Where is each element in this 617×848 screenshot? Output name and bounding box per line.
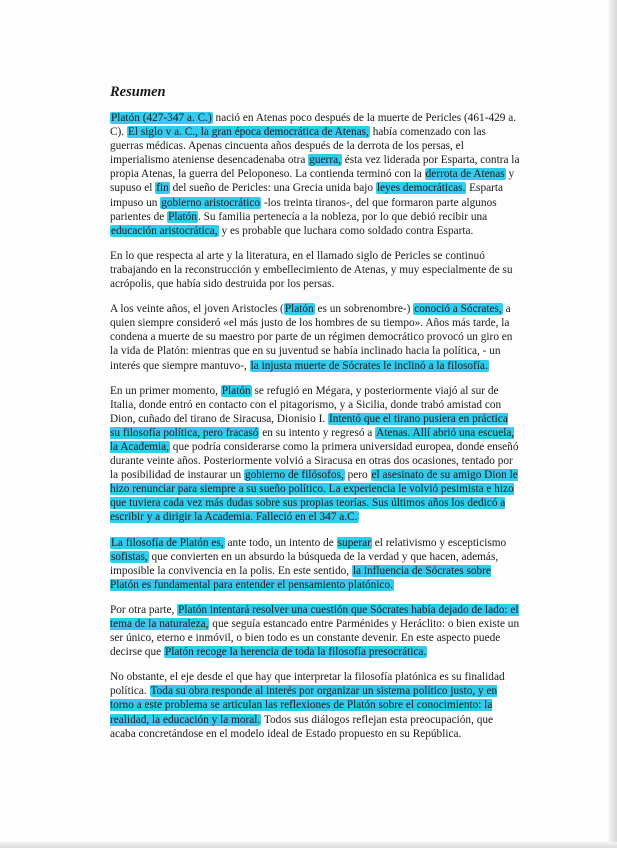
text-segment: que convierten en un absurdo la búsqueda de la verdad y que hacen, además, imposible la convivencia en la polis. En este sentido,: [110, 550, 499, 577]
highlighted-text: superar: [337, 536, 371, 549]
text-segment: En un primer momento,: [110, 384, 221, 397]
highlighted-text: fin: [156, 182, 169, 195]
text-segment: Por otra parte,: [110, 603, 178, 616]
text-segment: el relativismo y escepticismo: [371, 536, 507, 549]
highlighted-text: el asesinato de su amigo Dion le hizo renunciar para siempre a su sueño político. La experiencia le volvió pesimista e hizo que tuviera cada vez más dudas sobre sus propias teorías. Sus últimos años los dedicó a escribir y a dirigir la Academia. Falleció en el 347 a.C.: [110, 469, 518, 524]
text-segment: No obstante, el eje desde el que hay que interpretar la filosofía platónica es su finalidad política.: [110, 671, 505, 698]
paragraph: [110, 603, 520, 659]
highlighted-text: Platón recoge la herencia de toda la filosofía presocrática.: [164, 646, 427, 659]
highlighted-text: Atenas. Allí abrió una escuela, la Academia,: [110, 426, 515, 453]
text-segment: que seguía estancado entre Parménides y Heráclito: o bien existe un ser único, eterno e inmóvil, o bien todo es un constante devenir. En este aspecto puede decirse que: [110, 618, 520, 659]
page-bottom-shadow: [0, 842, 617, 848]
text-segment: se refugió en Mégara, y posteriormente viajó al sur de Italia, donde entró en contacto con el pitagorismo, y a Sicilia, donde trabó amistad con Dion, cuñado del tirano de Siracusa, Dionisio I.: [110, 384, 502, 425]
text-segment: y supuso el: [110, 168, 515, 195]
text-segment: En lo que respecta al arte y la literatura, en el llamado siglo de Pericles se continuó trabajando en la reconstrucción y embellecimiento de Atenas, y muy especialmente de su acrópolis, que había sido destruida por los persas.: [110, 249, 513, 291]
text-segment: a quien siempre consideró «el más justo de los hombres de su tiempo». Años más tarde, la condena a muerte de su maestro por parte de un régimen democrático provocó un giro en la vida de Platón: mientras que en su juventud se había inclinado hacia la política, - un interés que siempre mantuvo-,: [110, 303, 513, 372]
text-segment: ésta vez liderada por Esparta, contra la propia Atenas, la guerra del Peloponeso. La contienda terminó con la: [110, 154, 520, 181]
highlighted-text: conoció a Sócrates,: [414, 303, 502, 316]
paragraph: [110, 249, 520, 291]
highlighted-text: Platón: [284, 303, 314, 316]
document-body: [110, 84, 520, 752]
text-segment: A los veinte años, el joven Aristocles (: [110, 303, 284, 316]
text-segment: Esparta impuso un: [110, 182, 504, 209]
text-segment: es un sobrenombre-): [314, 303, 414, 316]
paragraph: [110, 302, 520, 372]
highlighted-text: El siglo v a. C., la gran época democrática de Atenas,: [127, 126, 369, 139]
text-segment: del sueño de Pericles: una Grecia unida bajo: [169, 182, 376, 195]
text-segment: y es probable que luchara como soldado contra Esparta.: [218, 224, 474, 237]
text-segment: había comenzado con las guerras médicas. Apenas cincuenta años después de la derrota de los persas, el imperialismo ateniense desencadenaba otra: [110, 126, 486, 167]
highlighted-text: Platón intentará resolver una cuestión que Sócrates había dejado de lado: el tema de la naturaleza,: [110, 603, 519, 630]
highlighted-text: Intentó que el tirano pusiera en práctica su filosofía política, pero fracasó: [110, 412, 508, 439]
highlighted-text: la injusta muerte de Sócrates le inclinó a la filosofía.: [250, 359, 488, 372]
paragraph: [110, 111, 520, 238]
text-segment: -los treinta tiranos-, del que formaron parte algunos parientes de: [110, 196, 497, 223]
text-segment: que podría considerarse como la primera universidad europea, donde enseñó durante veinte años. Posteriormente volvió a Siracusa en otras dos ocasiones, tentado por la posibilidad de instaurar un: [110, 440, 519, 482]
page-edge-shadow: [609, 0, 617, 848]
paragraph: [110, 670, 520, 740]
highlighted-text: Platón: [221, 384, 251, 397]
text-segment: en su intento y regresó a: [259, 426, 376, 439]
highlighted-text: Toda su obra responde al interés por organizar un sistema político justo, y en torno a este problema se articulan las reflexiones de Platón sobre el conocimiento: la realidad, la educación y la moral.: [110, 685, 498, 726]
highlighted-text: Platón: [168, 210, 197, 223]
text-segment: ante todo, un intento de: [224, 536, 337, 549]
highlighted-text: Platón (427-347 a. C.): [111, 112, 212, 124]
highlighted-text: sofistas,: [111, 550, 148, 563]
highlighted-text: educación aristocrática,: [111, 224, 218, 237]
highlighted-text: La filosofía de Platón es,: [111, 536, 224, 549]
paragraph: [110, 384, 520, 525]
page-title: Resumen: [110, 84, 166, 100]
highlighted-text: gobierno de filósofos,: [244, 469, 344, 482]
paragraph-list: [110, 111, 520, 741]
text-segment: . Su familia pertenecía a la nobleza, por lo que debió recibir una: [197, 210, 488, 223]
text-segment: nació en Atenas poco después de la muerte de Pericles (461-429 a. C).: [110, 112, 517, 139]
highlighted-text: derrota de Atenas: [425, 168, 505, 181]
text-segment: pero: [344, 469, 371, 482]
highlighted-text: la influencia de Sócrates sobre Platón es fundamental para entender el pensamiento platónico.: [110, 564, 491, 591]
highlighted-text: guerra,: [309, 154, 341, 167]
highlighted-text: gobierno aristocrático: [161, 196, 261, 209]
highlighted-text: leyes democráticas.: [376, 182, 466, 195]
paragraph: [110, 536, 520, 592]
text-segment: Todos sus diálogos reflejan esta preocupación, que acaba concretándose en el modelo ideal de Estado propuesto en su República.: [110, 713, 494, 740]
